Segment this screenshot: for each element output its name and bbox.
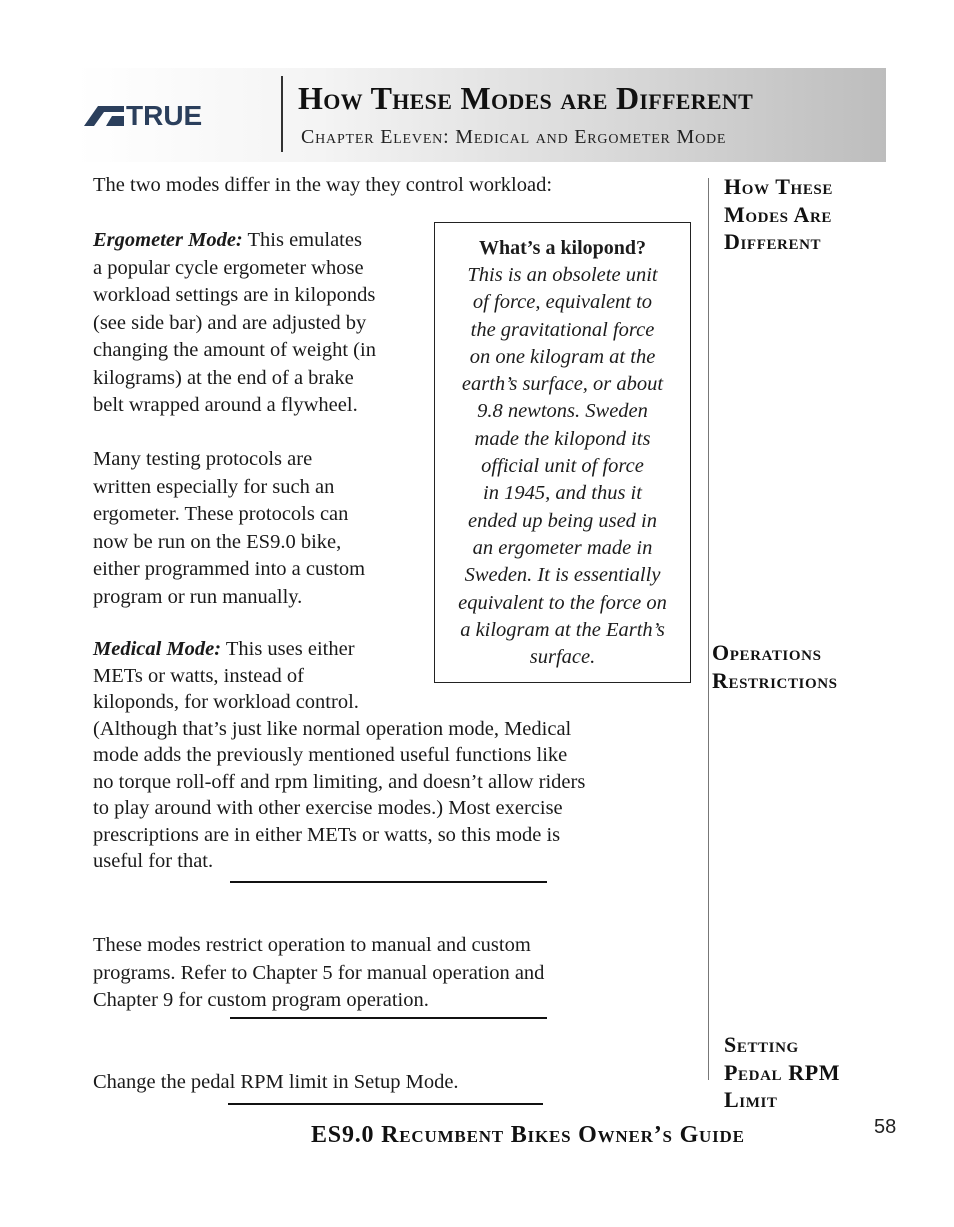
sidebar-line: official unit of force [481, 455, 644, 478]
text-line: Change the pedal RPM limit in Setup Mode. [93, 1071, 459, 1093]
text-line: now be run on the ES9.0 bike, [93, 530, 342, 553]
sidebar-line: earth’s surface, or about [461, 373, 664, 396]
text-line: no torque roll-off and rpm limiting, and doesn’t allow riders [93, 770, 586, 793]
rpm-paragraph [93, 1069, 693, 1097]
sidebar-line: 9.8 newtons. Sweden [477, 400, 648, 423]
ergometer-paragraph [93, 227, 433, 420]
sidebar-line: the gravitational force [470, 318, 655, 341]
text-line: programs. Refer to Chapter 5 for manual operation and [93, 961, 545, 984]
margin-rule [708, 178, 709, 1080]
logo-text: TRUE [126, 100, 203, 131]
side-heading-line: Pedal RPM [724, 1059, 841, 1085]
guide-title-footer: ES9.0 Recumbent Bikes Owner’s Guide [311, 1122, 745, 1148]
side-heading-line: Operations [712, 640, 822, 665]
section-divider [230, 881, 547, 883]
page-number: 58 [874, 1116, 897, 1138]
kilopond-sidebar [434, 222, 691, 683]
sidebar-line: Sweden. It is essentially [464, 564, 661, 587]
page-header [76, 68, 886, 162]
section-divider [230, 1017, 547, 1019]
text-line: This uses either [221, 638, 355, 660]
sidebar-line: equivalent to the force on [458, 591, 667, 614]
side-heading-line: Limit [724, 1087, 778, 1112]
text-line: These modes restrict operation to manual and custom [93, 934, 531, 956]
intro-paragraph [93, 172, 693, 200]
true-logo-swoosh-icon [84, 106, 124, 126]
text-line: belt wrapped around a flywheel. [93, 394, 358, 416]
restrictions-paragraph [93, 932, 693, 1015]
text-line: (see side bar) and are adjusted by [93, 311, 367, 334]
medical-label: Medical Mode: [93, 638, 222, 660]
header-divider [281, 76, 283, 152]
sidebar-line: in 1945, and thus it [483, 482, 642, 505]
sidebar-line: a kilogram at the Earth’s [460, 618, 665, 641]
text-line: kilograms) at the end of a brake [93, 366, 354, 389]
sidebar-line: made the kilopond its [474, 427, 651, 450]
text-line: This emulates [242, 229, 362, 251]
sidebar-title: What’s a kilopond? [478, 237, 647, 259]
protocols-paragraph [93, 446, 433, 611]
side-heading-line: Setting [724, 1032, 799, 1057]
text-line: to play around with other exercise modes.) Most exercise [93, 797, 563, 819]
text-line: METs or watts, instead of [93, 664, 304, 687]
text-line: Many testing protocols are [93, 448, 313, 470]
section-divider [228, 1103, 543, 1105]
side-heading-line: Different [724, 229, 822, 254]
sidebar-line: of force, equivalent to [472, 291, 653, 314]
text-line: workload settings are in kiloponds [93, 284, 376, 306]
text-line: written especially for such an [93, 475, 335, 498]
side-heading-operations [712, 639, 838, 694]
page-title: How These Modes are Different [298, 80, 754, 116]
sidebar-line: ended up being used in [467, 509, 657, 532]
sidebar-line: an ergometer made in [472, 536, 653, 559]
sidebar-body [435, 262, 690, 671]
text-line: useful for that. [93, 850, 214, 872]
text-line: a popular cycle ergometer whose [93, 256, 364, 279]
text-line: prescriptions are in either METs or watts, so this mode is [93, 823, 561, 846]
text-line: Chapter 9 for custom program operation. [93, 989, 429, 1011]
text-line: program or run manually. [93, 585, 303, 608]
sidebar-line: on one kilogram at the [469, 345, 656, 368]
text-line: (Although that’s just like normal operation mode, Medical [93, 717, 572, 740]
chapter-subtitle: Chapter Eleven: Medical and Ergometer Mode [301, 126, 727, 148]
true-logo [84, 100, 203, 131]
ergometer-label: Ergometer Mode: [93, 229, 243, 251]
side-heading-line: How These [724, 174, 833, 199]
sidebar-line: This is an obsolete unit [467, 264, 658, 286]
text-line: mode adds the previously mentioned useful functions like [93, 744, 568, 766]
text-line: either programmed into a custom [93, 558, 366, 580]
sidebar-line: surface. [529, 646, 596, 669]
side-heading-line: Modes Are [724, 201, 833, 227]
side-heading-line: Restrictions [712, 667, 838, 693]
side-heading-rpm-limit [724, 1031, 840, 1114]
text-line: changing the amount of weight (in [93, 339, 376, 361]
text-line: kiloponds, for workload control. [93, 691, 359, 713]
text-line: ergometer. These protocols can [93, 503, 349, 525]
intro-text: The two modes differ in the way they control workload: [93, 174, 553, 196]
side-heading-modes-different [724, 173, 833, 256]
